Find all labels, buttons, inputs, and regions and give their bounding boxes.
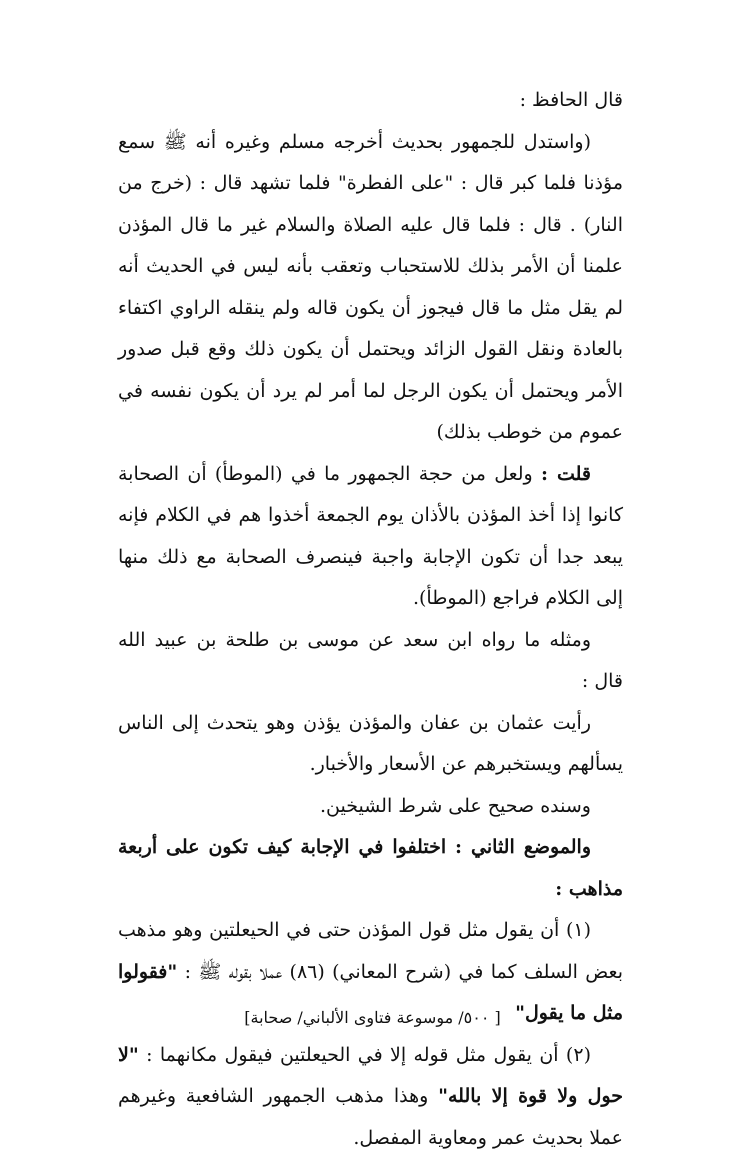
- opinion-two-rest: وهذا مذهب الجمهور الشافعية وغيرهم عملا بحديث عمر ومعاوية المفصل.: [118, 1085, 623, 1149]
- comment-paragraph: [118, 454, 623, 620]
- opinion-two-text: (٢) أن يقول مثل قوله إلا في الحيعلتين فيقول مكانهما :: [139, 1044, 591, 1066]
- narration-intro: ومثله ما رواه ابن سعد عن موسى بن طلحة بن عبيد الله قال :: [118, 620, 623, 703]
- document-body: [118, 80, 623, 1159]
- opinion-two: [118, 1035, 623, 1159]
- opinion-one-text: (١) أن يقول مثل قول المؤذن حتى في الحيعلتين وهو مذهب بعض السلف كما في (شرح المعاني) (٨٦) عملا بقوله ﷺ :: [118, 919, 623, 983]
- opinion-one-quote: "فقولوا مثل ما يقول": [118, 961, 623, 1025]
- second-topic-heading: والموضع الثاني : اختلفوا في الإجابة كيف تكون على أربعة مذاهب :: [118, 827, 623, 910]
- section-heading: قال الحافظ :: [118, 80, 623, 122]
- comment-lead: قلت :: [541, 463, 591, 485]
- opinion-two-quote: "لا حول ولا قوة إلا بالله": [118, 1044, 623, 1108]
- narration-text: رأيت عثمان بن عفان والمؤذن يؤذن وهو يتحدث إلى الناس يسألهم ويستخبرهم عن الأسعار والأخبار.: [118, 703, 623, 786]
- page-footer: [ ٥٠٠/ موسوعة فتاوى الألباني/ صحابة]: [0, 1006, 745, 1030]
- comment-text: ولعل من حجة الجمهور ما في (الموطأ) أن الصحابة كانوا إذا أخذ المؤذن بالأذان يوم الجمعة أخذوا هم في الكلام فإنه يبعد جدا أن تكون الإجابة واجبة فينصرف الصحابة مع ذلك منها إلى الكلام فراجع (الموطأ).: [118, 463, 623, 610]
- quote-paragraph: (واستدل للجمهور بحديث أخرجه مسلم وغيره أنه ﷺ سمع مؤذنا فلما كبر قال : "على الفطرة" فلما تشهد قال : (خرج من النار) . قال : فلما قال عليه الصلاة والسلام غير ما قال المؤذن علمنا أن الأمر بذلك للاستحباب وتعقب بأنه ليس في الحديث أنه لم يقل مثل ما قال فيجوز أن يكون قاله ولم ينقله الراوي اكتفاء بالعادة ونقل القول الزائد ويحتمل أن يكون ذلك وقع قبل صدور الأمر ويحتمل أن يكون الرجل لما أمر لم يرد أن يكون نفسه في عموم من خوطب بذلك): [118, 122, 623, 454]
- chain-grading: وسنده صحيح على شرط الشيخين.: [118, 786, 623, 828]
